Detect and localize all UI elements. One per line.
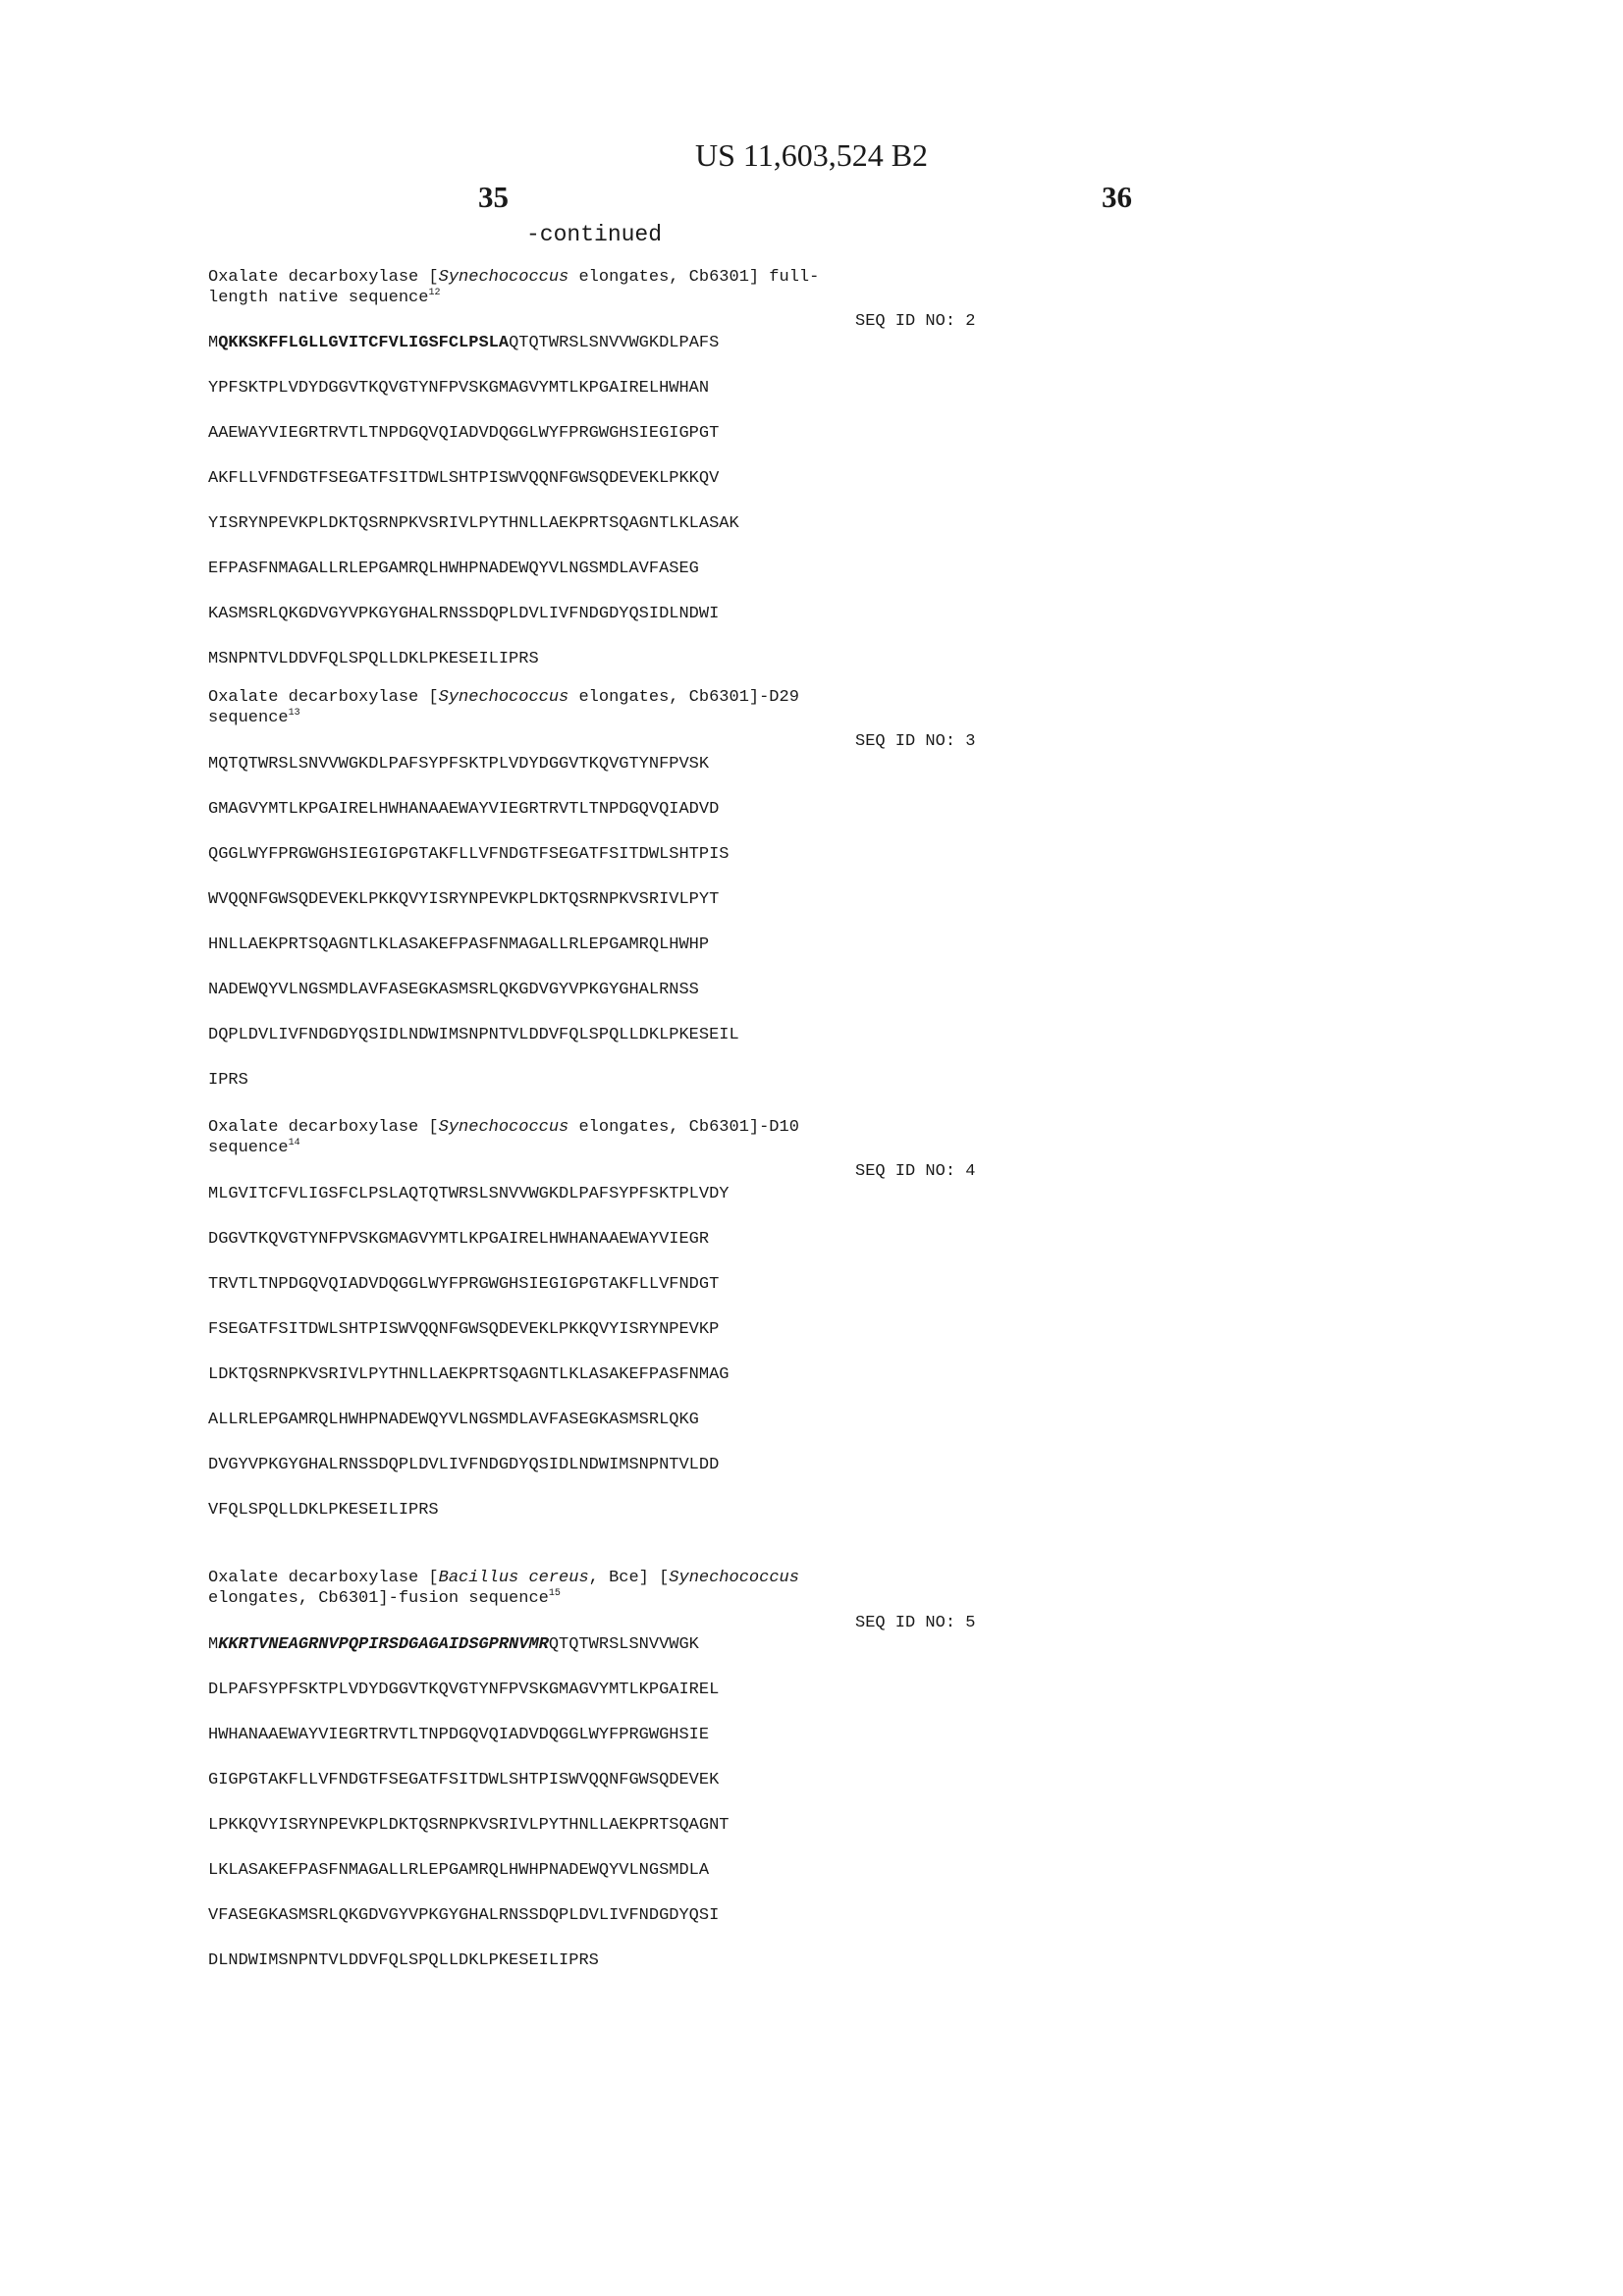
sequence-line: MSNPNTVLDDVFQLSPQLLDKLPKESEILIPRS [208,650,539,668]
sequence-line: MLGVITCFVLIGSFCLPSLAQTQTWRSLSNVVWGKDLPAFSYPFSKTPLVDY [208,1185,730,1203]
sequence-line: VFQLSPQLLDKLPKESEILIPRS [208,1501,439,1520]
sequence-title: Oxalate decarboxylase [Synechococcus elongates, Cb6301]-D10 sequence$^{14}$ [208,1118,799,1157]
sequence-line: YPFSKTPLVDYDGGVTKQVGTYNFPVSKGMAGVYMTLKPGAIRELHWHAN [208,379,710,398]
footnote-marker: 12 [428,288,441,298]
sequence-line: DGGVTKQVGTYNFPVSKGMAGVYMTLKPGAIRELHWHANAAEWAYVIEGR [208,1230,710,1249]
sequence-line: DLNDWIMSNPNTVLDDVFQLSPQLLDKLPKESEILIPRS [208,1951,599,1970]
sequence-line: HWHANAAEWAYVIEGRTRVTLTNPDGQVQIADVDQGGLWYFPRGWGHSIE [208,1726,710,1744]
sequence-line: KASMSRLQKGDVGYVPKGYGHALRNSSDQPLDVLIVFNDGDYQSIDLNDWI [208,605,720,623]
sequence-line: YISRYNPEVKPLDKTQSRNPKVSRIVLPYTHNLLAEKPRTSQAGNTLKLASAK [208,514,739,533]
sequence-line: DQPLDVLIVFNDGDYQSIDLNDWIMSNPNTVLDDVFQLSPQLLDKLPKESEIL [208,1026,739,1044]
sequence-title: Oxalate decarboxylase [Synechococcus elongates, Cb6301] full- length native sequence$^{12}$ [208,268,820,307]
sequence-line: IPRS [208,1071,248,1090]
continued-label: -continued [526,222,663,247]
sequence-line: WVQQNFGWSQDEVEKLPKKQVYISRYNPEVKPLDKTQSRNPKVSRIVLPYT [208,890,720,909]
signal-peptide-emphasis: QKKSKFFLGLLGVITCFVLIGSFCLPSLA [218,334,510,352]
footnote-marker: 15 [548,1588,561,1599]
organism-name: Synechococcus [438,688,569,707]
footnote-marker: 13 [288,708,300,719]
sequence-line: GMAGVYMTLKPGAIRELHWHANAAEWAYVIEGRTRVTLTNPDGQVQIADVD [208,800,720,819]
sequence-line: GIGPGTAKFLLVFNDGTFSEGATFSITDWLSHTPISWVQQNFGWSQDEVEK [208,1771,720,1789]
sequence-line: LKLASAKEFPASFNMAGALLRLEPGAMRQLHWHPNADEWQYVLNGSMDLA [208,1861,710,1880]
sequence-line: MQTQTWRSLSNVVWGKDLPAFSYPFSKTPLVDYDGGVTKQVGTYNFPVSK [208,755,710,774]
page-number-left: 35 [478,180,509,214]
sequence-line: LPKKQVYISRYNPEVKPLDKTQSRNPKVSRIVLPYTHNLLAEKPRTSQAGNT [208,1816,730,1835]
sequence-line: NADEWQYVLNGSMDLAVFASEGKASMSRLQKGDVGYVPKGYGHALRNSS [208,981,699,999]
sequence-line: DLPAFSYPFSKTPLVDYDGGVTKQVGTYNFPVSKGMAGVYMTLKPGAIREL [208,1681,720,1699]
seq-id-label: SEQ ID NO: 5 [855,1614,976,1632]
sequence-line: AAEWAYVIEGRTRVTLTNPDGQVQIADVDQGGLWYFPRGWGHSIEGIGPGT [208,424,720,443]
sequence-line: AKFLLVFNDGTFSEGATFSITDWLSHTPISWVQQNFGWSQDEVEKLPKKQV [208,469,720,488]
page-number-right: 36 [1102,180,1132,214]
seq-id-label: SEQ ID NO: 4 [855,1162,976,1181]
organism-name: Bacillus cereus [438,1569,589,1587]
sequence-line: LDKTQSRNPKVSRIVLPYTHNLLAEKPRTSQAGNTLKLASAKEFPASFNMAG [208,1365,730,1384]
sequence-line: VFASEGKASMSRLQKGDVGYVPKGYGHALRNSSDQPLDVLIVFNDGDYQSI [208,1906,720,1925]
patent-number: US 11,603,524 B2 [694,137,929,173]
sequence-line: TRVTLTNPDGQVQIADVDQGGLWYFPRGWGHSIEGIGPGTAKFLLVFNDGT [208,1275,720,1294]
sequence-line: MQKKSKFFLGLLGVITCFVLIGSFCLPSLAQTQTWRSLSNVVWGKDLPAFS [208,334,720,352]
footnote-marker: 14 [288,1138,300,1148]
fusion-tag-emphasis: KKRTVNEAGRNVPQPIRSDGAGAIDSGPRNVMR [218,1635,549,1654]
organism-name: Synechococcus [438,268,569,287]
sequence-line: DVGYVPKGYGHALRNSSDQPLDVLIVFNDGDYQSIDLNDWIMSNPNTVLDD [208,1456,720,1474]
sequence-title: Oxalate decarboxylase [Synechococcus elongates, Cb6301]-D29 sequence$^{13}$ [208,688,799,727]
sequence-line: ALLRLEPGAMRQLHWHPNADEWQYVLNGSMDLAVFASEGKASMSRLQKG [208,1411,699,1429]
organism-name: Synechococcus [669,1569,799,1587]
sequence-line: EFPASFNMAGALLRLEPGAMRQLHWHPNADEWQYVLNGSMDLAVFASEG [208,560,699,578]
sequence-title: Oxalate decarboxylase [Bacillus cereus, Bce] [Synechococcus elongates, Cb6301]-fusion sequence$^{15}$ [208,1569,799,1608]
sequence-line: QGGLWYFPRGWGHSIEGIGPGTAKFLLVFNDGTFSEGATFSITDWLSHTPIS [208,845,730,864]
organism-name: Synechococcus [438,1118,569,1137]
sequence-line: FSEGATFSITDWLSHTPISWVQQNFGWSQDEVEKLPKKQVYISRYNPEVKP [208,1320,720,1339]
sequence-line: MKKRTVNEAGRNVPQPIRSDGAGAIDSGPRNVMRQTQTWRSLSNVVWGK [208,1635,699,1654]
seq-id-label: SEQ ID NO: 3 [855,732,976,751]
seq-id-label: SEQ ID NO: 2 [855,312,976,331]
sequence-line: HNLLAEKPRTSQAGNTLKLASAKEFPASFNMAGALLRLEPGAMRQLHWHP [208,935,710,954]
